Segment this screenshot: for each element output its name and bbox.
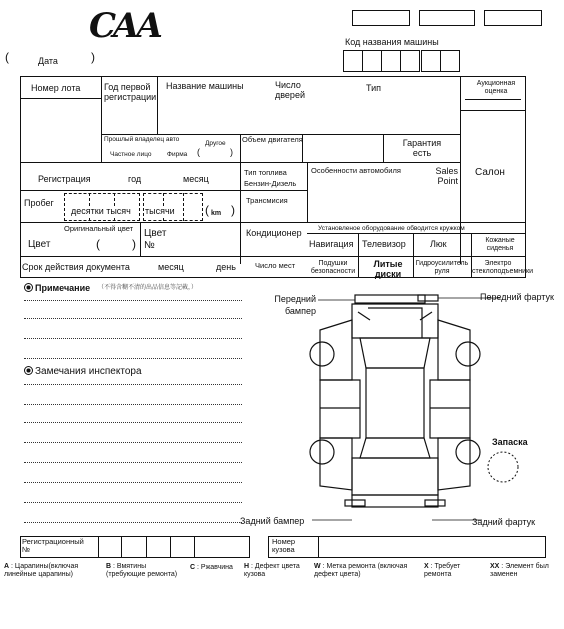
legend-w: W : Метка ремонта (включая дефект цвета) (314, 563, 408, 578)
legend-c-code: C (190, 564, 196, 571)
first-reg-year-label: Год первой регистрации (104, 82, 157, 102)
legend-h-code: H (244, 563, 250, 570)
color-label: Цвет (28, 239, 51, 250)
doc-day-label: день (216, 262, 236, 272)
legend-c: C : Ржавчина (190, 564, 233, 571)
legend-a: A : Царапины(включая линейные царапины) (4, 563, 79, 578)
inspector-line-5[interactable] (24, 462, 242, 463)
fuel-type-label: Тип топлива Бензин-Дизель (244, 168, 297, 188)
car-diagram[interactable] (300, 290, 500, 530)
rear-fender-label: Задний фартук (472, 517, 536, 527)
roof-part[interactable] (366, 368, 424, 438)
front-fender-label: Передний фартук (480, 292, 554, 302)
private-person-label: Частное лицо (110, 151, 152, 158)
inspector-line-6[interactable] (24, 482, 242, 483)
legend-w-code: W (314, 563, 321, 570)
legend-x: X : Требует ремонта (424, 563, 461, 578)
legend-xx-code: XX (490, 563, 500, 570)
spare-label: Запаска (492, 437, 528, 447)
inspector-line-3[interactable] (24, 422, 242, 423)
right-doors-part[interactable] (430, 380, 470, 438)
legend-b: B : Вмятины (требующие ремонта) (106, 563, 178, 578)
rear-window-part[interactable] (360, 438, 430, 458)
remarks-line-4[interactable] (24, 358, 242, 359)
left-doors-part[interactable] (320, 380, 360, 438)
legend-xx: XX : Элемент был заменен (490, 563, 549, 578)
car-code-cell-3[interactable] (381, 50, 401, 72)
car-code-cell-1[interactable] (343, 50, 363, 72)
windshield-part[interactable] (360, 338, 430, 368)
month-label: месяц (183, 174, 209, 184)
body-no-label: Номер кузова (272, 537, 296, 554)
caa-logo: CAA (89, 6, 160, 46)
header-box-3[interactable] (484, 10, 542, 26)
front-bumper-part[interactable] (355, 295, 425, 303)
registration-label: Регистрация (38, 174, 91, 184)
front-left-wheel[interactable] (310, 342, 334, 366)
inspector-title (24, 366, 142, 377)
other-label: Другое (205, 140, 226, 147)
legend-w-text: Метка ремонта (включая дефект цвета) (314, 563, 408, 578)
mileage-label: Пробег (24, 198, 54, 208)
inspector-line-2[interactable] (24, 404, 242, 405)
doc-validity-label: Срок действия документа (22, 262, 130, 272)
front-right-fender-part[interactable] (438, 320, 470, 380)
features-label: Особенности автомобиля (311, 166, 401, 175)
car-code-label: Код названия машины (345, 37, 439, 47)
bullet-icon (24, 366, 33, 375)
doors-label: Число дверей (275, 80, 305, 100)
remarks-note: （不得含糊不清的出品信息等記載，） (98, 285, 198, 291)
auction-grade-label: Аукционная оценка (476, 80, 516, 95)
inspector-line-8[interactable] (24, 522, 242, 523)
color-no-label: Цвет № (144, 228, 167, 251)
car-code-cell-4[interactable] (400, 50, 420, 72)
legend-a-text: Царапины(включая линейные царапины) (4, 563, 79, 578)
remarks-line-1[interactable] (24, 300, 242, 301)
conditioner-label: Кондиционер (246, 228, 302, 238)
front-bumper-label: Передний бампер (274, 294, 316, 316)
legend-b-code: B (106, 563, 112, 570)
legend-x-text: Требует ремонта (424, 563, 461, 578)
bullet-icon (24, 283, 33, 292)
thousands-label: тысячи (145, 206, 175, 216)
legend-b-text: Вмятины (требующие ремонта) (106, 563, 178, 578)
year-label: год (128, 174, 142, 184)
rear-leader-lines (312, 510, 482, 524)
km-paren-open: ( (205, 203, 209, 217)
color-paren-open: ( (96, 237, 100, 251)
company-label: Фирма (167, 151, 188, 158)
leather-seats-label: Кожаные сиденья (485, 237, 515, 252)
header-box-1[interactable] (352, 10, 410, 26)
legend-a-code: A (4, 563, 10, 570)
inspector-line-7[interactable] (24, 502, 242, 503)
spare-wheel-icon[interactable] (486, 450, 520, 484)
other-paren-close: ) (230, 147, 233, 157)
front-right-wheel[interactable] (456, 342, 480, 366)
original-color-label: Оригинальный цвет (64, 224, 134, 233)
other-paren: ( (197, 147, 200, 157)
tens-thousands-label: десятки тысяч (71, 206, 131, 216)
km-paren-close: ) (231, 203, 235, 217)
remarks-title (24, 283, 90, 293)
reg-no-label: Регистрационный № (22, 537, 84, 554)
engine-volume-label: Объем двигателя (242, 135, 303, 144)
power-steering-label: Гидроусилитель руля (415, 260, 469, 275)
tv-label: Телевизор (362, 239, 406, 249)
type-label: Тип (366, 83, 382, 93)
rear-left-wheel[interactable] (310, 440, 334, 464)
club-equipment-label: Установленое оборудование обводится кружком (318, 225, 465, 232)
inspector-line-4[interactable] (24, 442, 242, 443)
rear-right-wheel[interactable] (456, 440, 480, 464)
seats-label: Число мест (255, 261, 296, 270)
salon-label: Салон (475, 167, 505, 178)
car-code-cell-5[interactable] (421, 50, 441, 72)
legend-x-code: X (424, 563, 429, 570)
lot-number-label: Номер лота (31, 83, 81, 93)
navigation-label: Навигация (309, 239, 354, 249)
trunk-part[interactable] (352, 458, 438, 495)
car-code-cell-2[interactable] (362, 50, 382, 72)
power-mirrors-label: Электро стеклоподъемники (472, 260, 534, 275)
legend-c-text: Ржавчина (200, 564, 233, 571)
header-box-2[interactable] (419, 10, 475, 26)
doc-month-label: месяц (158, 262, 184, 272)
legend-h-text: Дефект цвета кузова (244, 563, 300, 578)
car-code-cell-6[interactable] (440, 50, 460, 72)
prev-owner-label: Прошлый владелец авто (104, 136, 180, 143)
date-label: Дата (38, 56, 58, 66)
km-label: km (211, 210, 222, 217)
hood-part[interactable] (352, 304, 438, 338)
inspector-title-text: Замечания инспектора (35, 366, 142, 377)
sales-point-label: Sales Point (435, 166, 458, 186)
warranty-label: Гарантия есть (402, 138, 442, 158)
car-name-label: Название машины (166, 81, 244, 91)
alloy-wheels-label: Литые диски (373, 259, 403, 279)
date-close-paren: ) (91, 50, 95, 64)
remarks-line-3[interactable] (24, 338, 242, 339)
sunroof-label: Люк (430, 239, 447, 249)
transmission-label: Трансмисия (246, 196, 288, 205)
remarks-title-text: Примечание (35, 283, 91, 293)
rear-bumper-label: Задний бампер (240, 516, 305, 526)
color-paren-close: ) (132, 237, 136, 251)
front-left-fender-part[interactable] (320, 320, 352, 380)
legend-xx-text: Элемент был заменен (490, 563, 549, 578)
remarks-line-2[interactable] (24, 318, 242, 319)
inspector-line-1[interactable] (24, 384, 242, 385)
date-open-paren: ( (5, 50, 9, 64)
legend-h: H : Дефект цвета кузова (244, 563, 300, 578)
airbags-label: Подушки безопасности (310, 260, 356, 275)
